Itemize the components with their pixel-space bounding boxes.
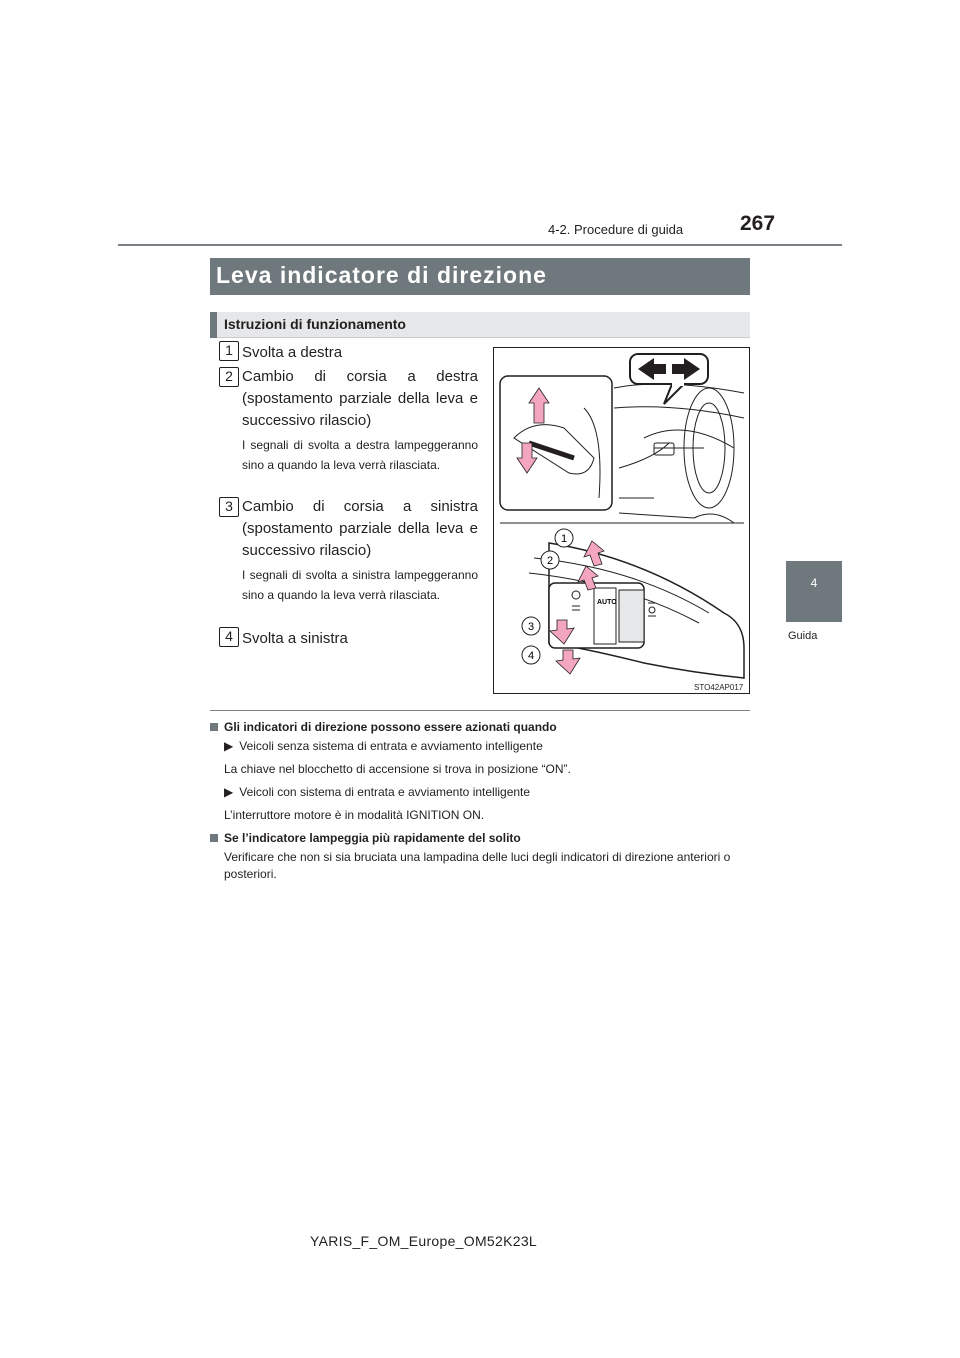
footer-code: YARIS_F_OM_Europe_OM52K23L <box>310 1233 537 1249</box>
step-3-text: Cambio di corsia a sinistra (spostamento parziale della leva e successivo rilascio) <box>242 498 478 559</box>
note-1-bullet-1: Veicoli senza sistema di entrata e avviamento intelligente <box>239 739 543 753</box>
step-4-text: Svolta a sinistra <box>242 630 348 647</box>
note-2 <box>210 831 754 883</box>
note-1-text-1: La chiave nel blocchetto di accensione si trova in posizione “ON”. <box>224 762 571 776</box>
figure-illustration <box>494 348 749 693</box>
step-2-text: Cambio di corsia a destra (spostamento parziale della leva e successivo rilascio) <box>242 368 478 429</box>
note-2-heading: Se l’indicatore lampeggia più rapidamente del solito <box>224 831 521 845</box>
chapter-tab-number: 4 <box>810 576 818 590</box>
page-number: 267 <box>740 212 776 235</box>
svg-text:1: 1 <box>560 533 568 545</box>
note-2-text: Verificare che non si sia bruciata una lampadina delle luci degli indicatori di direzione anteriori o posteriori. <box>224 850 731 881</box>
header-rule <box>118 244 842 246</box>
figure-code: STO42AP017 <box>694 683 744 692</box>
step-badge-3: 3 <box>219 497 237 515</box>
svg-text:4: 4 <box>527 650 535 662</box>
svg-text:2: 2 <box>546 555 554 567</box>
section-header: 4-2. Procedure di guida <box>548 222 684 237</box>
callout-3 <box>522 617 540 635</box>
subheading-marker <box>210 312 217 338</box>
note-1 <box>210 720 754 824</box>
callout-4 <box>522 646 540 664</box>
step-badge-2: 2 <box>219 367 237 385</box>
square-bullet-icon <box>210 723 218 731</box>
turn-signal-figure <box>493 347 750 694</box>
step-badge-1: 1 <box>219 341 237 359</box>
chapter-tab <box>786 561 842 622</box>
page-title: Leva indicatore di direzione <box>216 262 547 288</box>
callout-1 <box>555 529 573 547</box>
lever-closeup <box>529 543 744 678</box>
svg-text:3: 3 <box>527 621 535 633</box>
note-1-heading: Gli indicatori di direzione possono essere azionati quando <box>224 720 557 734</box>
triangle-bullet-icon: ▶ <box>224 739 234 753</box>
auto-label: AUTO <box>597 599 617 606</box>
callout-2 <box>541 551 559 569</box>
chapter-tab-label: Guida <box>788 630 818 642</box>
note-1-text-2: L’interruttore motore è in modalità IGNITION ON. <box>224 808 485 822</box>
subheading: Istruzioni di funzionamento <box>224 316 406 332</box>
dashboard-drawing <box>614 384 744 523</box>
note-1-bullet-2: Veicoli con sistema di entrata e avviamento intelligente <box>239 785 531 799</box>
step-badge-4: 4 <box>219 627 237 645</box>
square-bullet-icon <box>210 834 218 842</box>
step-1-text: Svolta a destra <box>242 344 343 361</box>
triangle-bullet-icon: ▶ <box>224 785 234 799</box>
step-3-note: I segnali di svolta a sinistra lampeggeranno sino a quando la leva verrà rilasciata. <box>242 568 478 602</box>
step-2-note: I segnali di svolta a destra lampeggeranno sino a quando la leva verrà rilasciata. <box>242 438 478 472</box>
lever-inset <box>500 376 612 510</box>
notes-rule <box>210 710 750 711</box>
